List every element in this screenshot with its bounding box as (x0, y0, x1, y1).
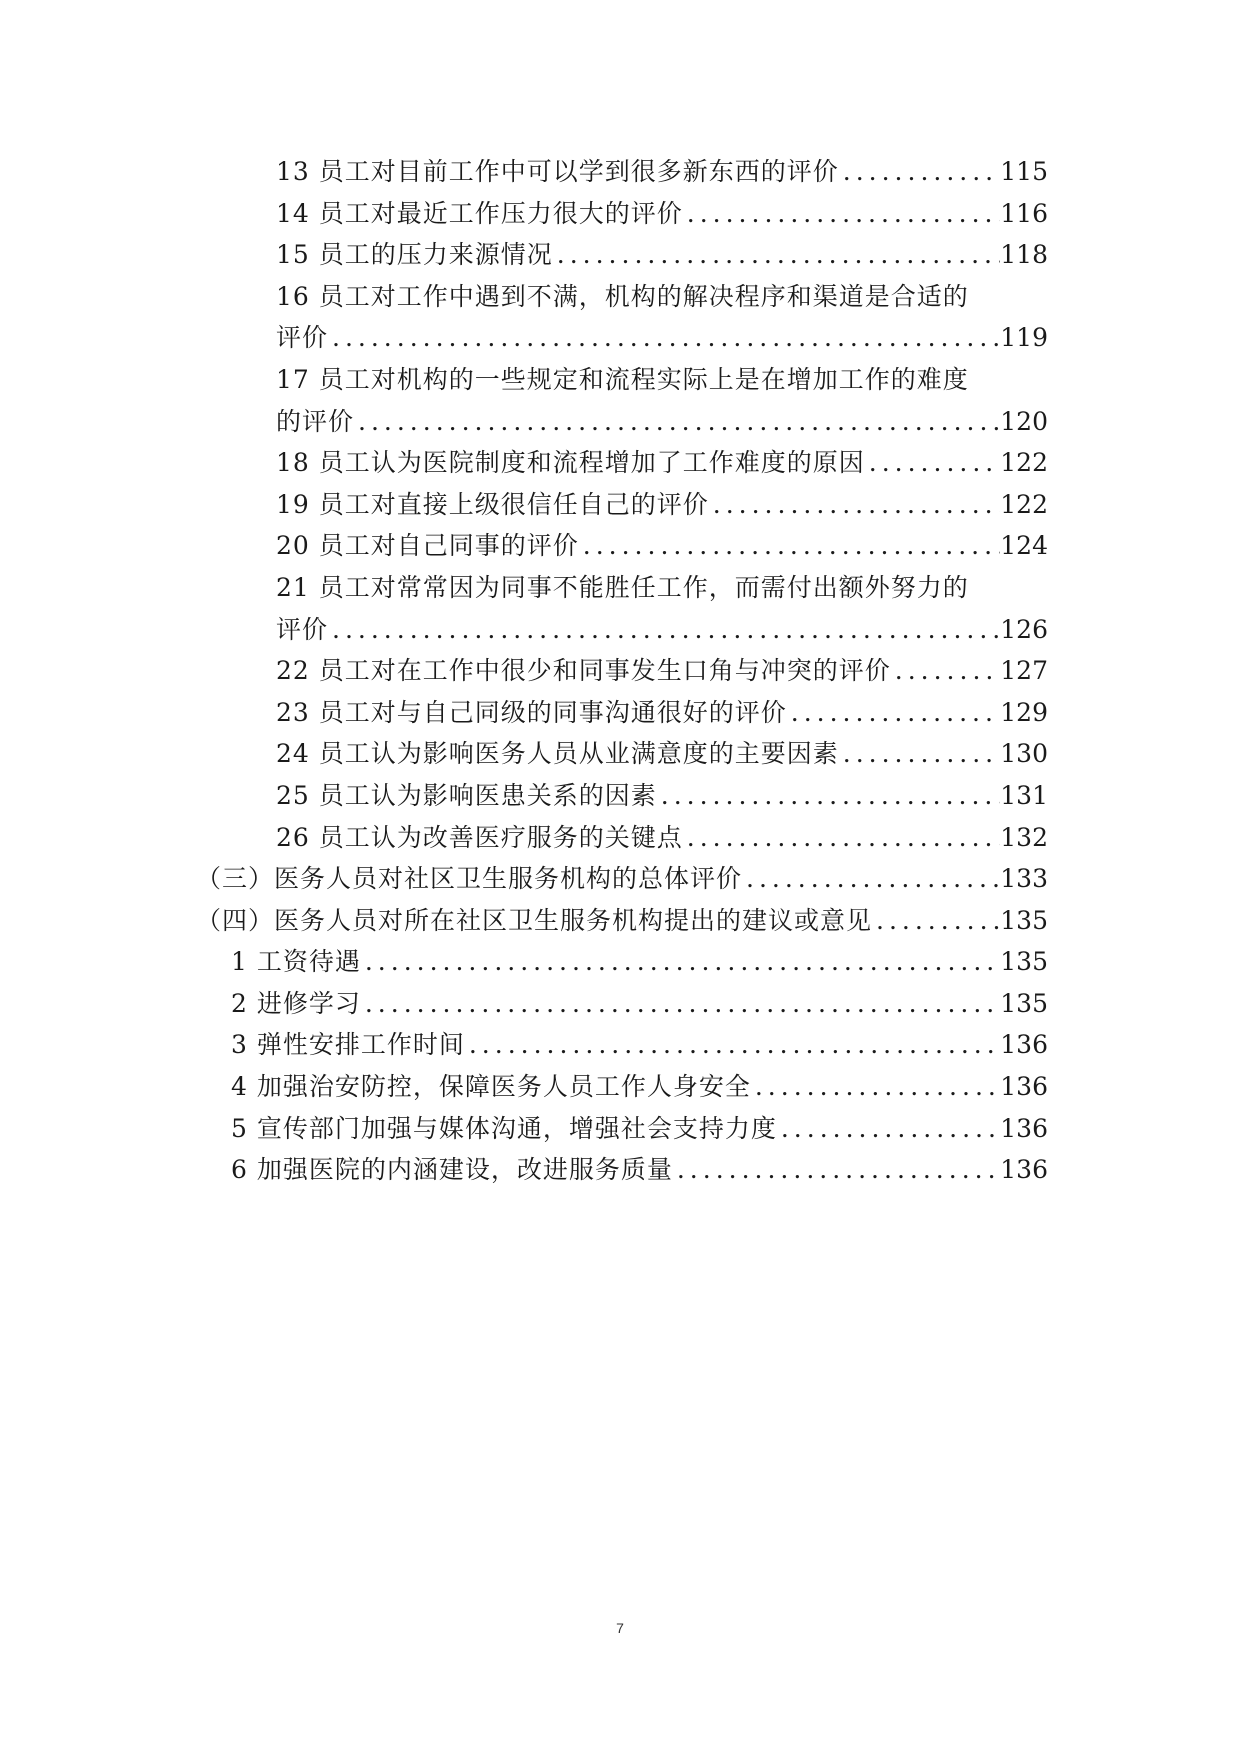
toc-entry[interactable] (276, 733, 1048, 775)
toc-entry-title: 1 工资待遇 (231, 947, 361, 977)
toc-entry[interactable] (276, 609, 1048, 651)
toc-entry-row (276, 567, 1048, 609)
toc-entry-row (276, 276, 1048, 318)
toc-entry-row (276, 650, 1048, 692)
toc-entry-row (276, 525, 1048, 567)
toc-entry-page: 122 (1000, 489, 1048, 519)
toc-entry-page: 115 (1000, 157, 1048, 186)
toc-leader-dots (683, 193, 1001, 235)
toc-entry-title: 6 加强医院的内涵建设，改进服务质量 (231, 1155, 673, 1185)
toc-entry-page: 122 (1000, 448, 1048, 478)
toc-entry[interactable] (231, 1108, 1048, 1150)
toc-entry-title: 24 员工认为影响医务人员从业满意度的主要因素 (276, 739, 839, 769)
toc-entry-row (276, 775, 1048, 817)
toc-entry-title: 5 宣传部门加强与媒体沟通，增强社会支持力度 (231, 1113, 777, 1143)
toc-entry-row (276, 484, 1048, 526)
toc-entry-row (276, 692, 1048, 734)
toc-entry-row (276, 234, 1048, 276)
toc-entry-title: 23 员工对与自己同级的同事沟通很好的评价 (276, 697, 787, 727)
toc-entry-title: 22 员工对在工作中很少和同事发生口角与冲突的评价 (276, 656, 891, 686)
toc-entry-title: 25 员工认为影响医患关系的因素 (276, 780, 657, 810)
toc-leader-dots (751, 1066, 1000, 1108)
toc-entry-row (196, 900, 1048, 942)
toc-entry-row (276, 359, 1048, 401)
toc-entry-row (276, 733, 1048, 775)
toc-entry-title: （四）医务人员对所在社区卫生服务机构提出的建议或意见 (196, 905, 873, 935)
toc-entry-page: 129 (1000, 697, 1048, 727)
toc-entry-title: 3 弹性安排工作时间 (231, 1030, 465, 1060)
toc-entry-page: 136 (1000, 1113, 1048, 1143)
toc-entry[interactable] (276, 193, 1048, 235)
toc-entry[interactable] (276, 567, 1048, 609)
toc-leader-dots (361, 983, 1000, 1025)
toc-leader-dots (777, 1108, 1000, 1150)
toc-entry-row (276, 317, 1048, 359)
toc-entry-row (231, 1024, 1048, 1066)
toc-leader-dots (839, 151, 1001, 193)
toc-entry[interactable] (276, 234, 1048, 276)
toc-entry-title: 的评价 (276, 406, 355, 436)
toc-entry[interactable] (196, 900, 1048, 942)
table-of-contents (0, 151, 1240, 1191)
toc-leader-dots (742, 858, 1000, 900)
toc-entry-page: 116 (1000, 198, 1048, 228)
toc-leader-dots (579, 525, 1001, 567)
toc-entry-page: 118 (1000, 240, 1048, 270)
toc-entry-title: 15 员工的压力来源情况 (276, 240, 553, 270)
toc-leader-dots (673, 1149, 1000, 1191)
toc-entry-row (276, 442, 1048, 484)
toc-entry-page: 135 (1000, 905, 1048, 935)
toc-entry-page: 126 (1000, 614, 1048, 644)
toc-leader-dots (865, 442, 1001, 484)
toc-entry[interactable] (276, 151, 1048, 193)
toc-leader-dots (787, 692, 1001, 734)
toc-entry-title: （三）医务人员对社区卫生服务机构的总体评价 (196, 864, 743, 894)
toc-entry-row (231, 1066, 1048, 1108)
toc-entry[interactable] (276, 317, 1048, 359)
toc-entry[interactable] (276, 276, 1048, 318)
toc-entry-title: 14 员工对最近工作压力很大的评价 (276, 198, 683, 228)
toc-entry-title: 2 进修学习 (231, 988, 361, 1018)
toc-entry[interactable] (276, 650, 1048, 692)
toc-entry-page: 132 (1000, 822, 1048, 852)
toc-entry-page: 119 (1000, 323, 1048, 353)
toc-entry-title: 26 员工认为改善医疗服务的关键点 (276, 822, 683, 852)
toc-leader-dots (328, 317, 1000, 359)
toc-leader-dots (839, 733, 1001, 775)
toc-entry[interactable] (196, 858, 1048, 900)
toc-leader-dots (354, 401, 1000, 443)
toc-entry-page: 120 (1000, 406, 1048, 436)
toc-entry-row (231, 1149, 1048, 1191)
toc-entry-page: 131 (1000, 780, 1048, 810)
toc-entry[interactable] (231, 941, 1048, 983)
toc-entry-row (276, 609, 1048, 651)
toc-entry[interactable] (276, 525, 1048, 567)
toc-entry-row (231, 983, 1048, 1025)
toc-entry-row (276, 401, 1048, 443)
toc-entry-title: 4 加强治安防控，保障医务人员工作人身安全 (231, 1072, 751, 1102)
toc-entry-page: 133 (1000, 864, 1048, 894)
toc-entry-page: 135 (1000, 947, 1048, 977)
toc-leader-dots (683, 817, 1001, 859)
toc-leader-dots (709, 484, 1001, 526)
toc-entry-title: 评价 (276, 614, 329, 644)
toc-entry[interactable] (231, 1066, 1048, 1108)
toc-leader-dots (553, 234, 1001, 276)
toc-entry-page: 136 (1000, 1030, 1048, 1060)
toc-entry-title: 16 员工对工作中遇到不满，机构的解决程序和渠道是合适的 (276, 281, 969, 311)
toc-entry-title: 18 员工认为医院制度和流程增加了工作难度的原因 (276, 448, 865, 478)
toc-entry[interactable] (276, 401, 1048, 443)
toc-entry-page: 127 (1000, 656, 1048, 686)
page-number: 7 (616, 1620, 624, 1636)
toc-entry-row (196, 858, 1048, 900)
toc-entry-page: 130 (1000, 739, 1048, 769)
toc-entry[interactable] (276, 775, 1048, 817)
toc-entry-row (276, 817, 1048, 859)
toc-leader-dots (465, 1024, 1000, 1066)
toc-leader-dots (891, 650, 1001, 692)
toc-entry-page: 136 (1000, 1155, 1048, 1185)
toc-entry-title: 13 员工对目前工作中可以学到很多新东西的评价 (276, 157, 839, 186)
toc-entry-row (231, 941, 1048, 983)
toc-entry[interactable] (231, 1024, 1048, 1066)
toc-entry-page: 124 (1000, 531, 1048, 561)
toc-leader-dots (328, 609, 1000, 651)
toc-entry[interactable] (276, 817, 1048, 859)
toc-leader-dots (361, 941, 1000, 983)
toc-entry-page: 135 (1000, 988, 1048, 1018)
toc-entry[interactable] (276, 359, 1048, 401)
toc-entry[interactable] (231, 1149, 1048, 1191)
toc-entry-title: 17 员工对机构的一些规定和流程实际上是在增加工作的难度 (276, 364, 969, 394)
toc-entry[interactable] (231, 983, 1048, 1025)
toc-entry-title: 20 员工对自己同事的评价 (276, 531, 579, 561)
toc-entry-title: 评价 (276, 323, 329, 353)
toc-entry[interactable] (276, 484, 1048, 526)
toc-entry-row (276, 151, 1048, 193)
toc-entry[interactable] (276, 442, 1048, 484)
toc-entry-title: 19 员工对直接上级很信任自己的评价 (276, 489, 709, 519)
toc-entry-row (276, 193, 1048, 235)
toc-entry-page: 136 (1000, 1072, 1048, 1102)
toc-leader-dots (657, 775, 1001, 817)
toc-entry-title: 21 员工对常常因为同事不能胜任工作，而需付出额外努力的 (276, 572, 969, 602)
toc-leader-dots (872, 900, 1000, 942)
toc-entry[interactable] (276, 692, 1048, 734)
toc-entry-row (231, 1108, 1048, 1150)
